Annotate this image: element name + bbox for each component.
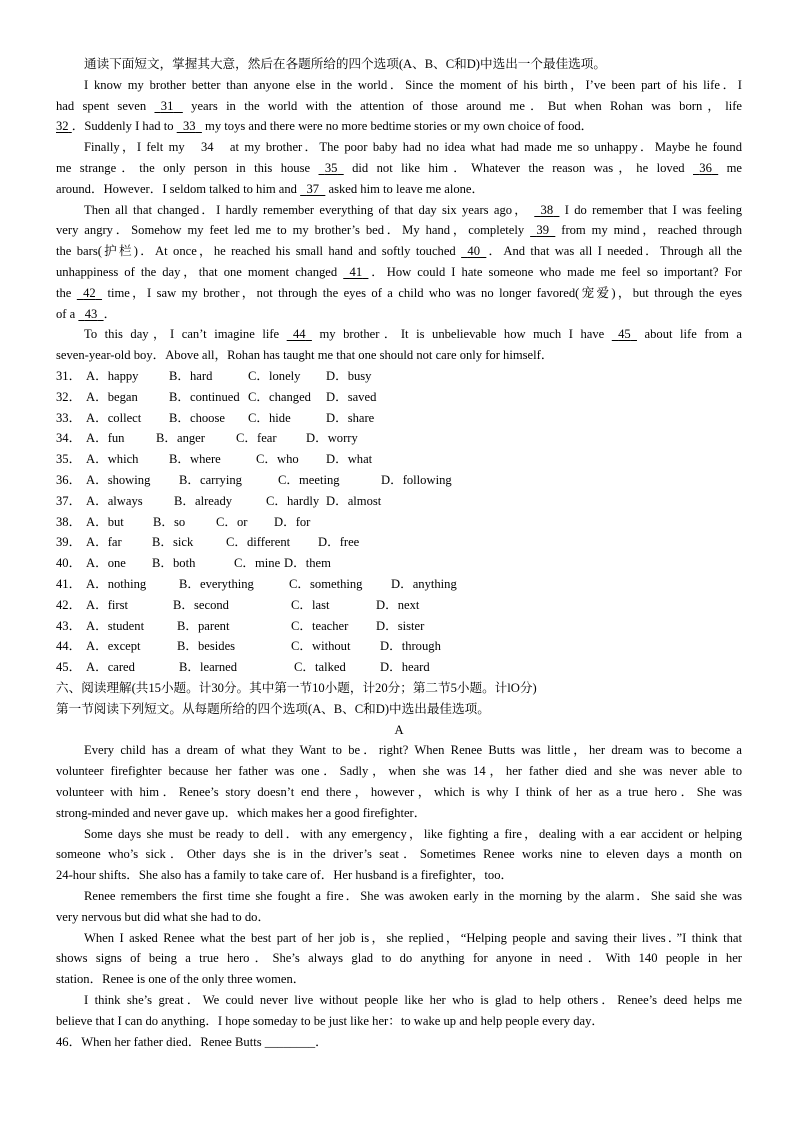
option-d[interactable]: D．share xyxy=(326,410,375,425)
option-a[interactable]: A．except xyxy=(86,639,141,654)
cloze-line-12: of a 43 ． xyxy=(56,306,117,321)
question-number: 41． xyxy=(56,577,82,591)
blank-34[interactable]: 34 xyxy=(201,140,214,155)
option-b[interactable]: B．where xyxy=(169,452,221,467)
option-c[interactable]: C．hide xyxy=(248,410,291,425)
blank-32[interactable]: 32 xyxy=(56,119,69,134)
option-c[interactable]: C．changed xyxy=(248,389,311,404)
option-c[interactable]: C．mine xyxy=(234,556,281,571)
question-number: 44． xyxy=(56,639,82,654)
question-number: 43． xyxy=(56,618,82,633)
option-c[interactable]: C．or xyxy=(216,514,248,529)
option-d[interactable]: D．following xyxy=(381,473,452,487)
option-a[interactable]: A．one xyxy=(86,556,126,571)
option-a[interactable]: A．collect xyxy=(86,410,142,425)
option-c[interactable]: C．last xyxy=(291,597,330,612)
option-d[interactable]: D．them xyxy=(284,556,331,571)
cloze-line-11: the 42 time，I saw my brother，not through the eyes of a child who was no longer favored(宠爱)，but through the eyes xyxy=(56,285,743,300)
cloze-line-7: Then all that changed．I hardly remember everything of that day six years ago， 38 I do remember that I was feeling xyxy=(84,202,742,217)
blank-31[interactable]: 31 xyxy=(160,98,174,113)
option-a[interactable]: A．student xyxy=(86,618,145,633)
option-a[interactable]: A．happy xyxy=(86,369,139,383)
passage-label: A xyxy=(394,722,404,737)
option-a[interactable]: A．far xyxy=(86,535,122,550)
option-c[interactable]: C．something xyxy=(289,577,363,591)
option-b[interactable]: B．carrying xyxy=(179,473,242,487)
option-a[interactable]: A．nothing xyxy=(86,577,147,591)
reading-part-instruction: 第一节阅读下列短文。从每题所给的四个选项(A、B、C和D)中选出最佳选项。 xyxy=(56,701,490,716)
cloze-line-3: 32 ．Suddenly I had to 33 my toys and there were no more bedtime stories or my own choice of food． xyxy=(56,119,594,134)
blank-43[interactable]: 43 xyxy=(84,306,98,321)
option-d[interactable]: D．anything xyxy=(391,577,457,591)
reading-line-1: Every child has a dream of what they Want to be．right? When Renee Butts was little，her dream was to become a xyxy=(84,743,742,758)
option-a[interactable]: A．always xyxy=(86,493,143,508)
option-d[interactable]: D．saved xyxy=(326,389,377,404)
option-d[interactable]: D．free xyxy=(318,535,360,550)
question-number: 42． xyxy=(56,597,82,612)
reading-line-7: 24-hour shifts．She also has a family to take care of．Her husband is a firefighter，too． xyxy=(56,868,514,883)
option-c[interactable]: C．hardly xyxy=(266,493,320,508)
reading-line-3: volunteer with him．Renee’s story doesn’t end there，however，which is why I think of her as a true hero．She was xyxy=(56,785,742,799)
question-number: 37． xyxy=(56,493,82,508)
reading-line-13: I think she’s great．We could never live without people like her who is glad to help others．Renee’s deed helps me xyxy=(84,993,742,1007)
cloze-line-5: me strange．the only person in this house 35 did not like him．Whatever the reason was，he loved 36 me xyxy=(56,161,742,175)
question-number: 39． xyxy=(56,535,82,550)
reading-section-heading: 六、阅读理解(共15小题。计30分。其中第一节10小题，计20分；第二节5小题。计lO分) xyxy=(56,681,537,695)
cloze-line-2: had spent seven 31 years in the world with the attention of those around me．But when Rohan was born，life xyxy=(56,98,742,113)
option-c[interactable]: C．lonely xyxy=(248,369,301,383)
option-b[interactable]: B．hard xyxy=(169,369,213,383)
cloze-line-6: around．However．I seldom talked to him and 37 asked him to leave me alone． xyxy=(56,181,485,196)
reading-line-5: Some days she must be ready to dell．with any emergency，like fighting a fire，dealing with a ear accident or helping xyxy=(84,826,742,841)
option-b[interactable]: B．everything xyxy=(179,577,254,591)
question-number: 38． xyxy=(56,514,82,529)
cloze-line-4: Finally，I felt my 34 at my brother．The poor baby had no idea what had made me so unhappy．Maybe he found xyxy=(84,140,742,155)
option-a[interactable]: A．but xyxy=(86,514,124,529)
option-d[interactable]: D．next xyxy=(376,597,420,612)
blank-35[interactable]: 35 xyxy=(324,161,338,175)
reading-line-8: Renee remembers the first time she fought a fire．She was awoken early in the morning by the alarm．She said she was xyxy=(84,889,742,903)
option-b[interactable]: B．second xyxy=(173,597,229,612)
cloze-line-13: To this day，I can’t imagine life 44 my brother．It is unbelievable how much I have 45 about life from a xyxy=(84,327,743,342)
blank-38[interactable]: 38 xyxy=(540,202,554,217)
cloze-line-9: the bars(护栏)．At once，he reached his small hand and softly touched 40 ．And that was all I needed．Through all the xyxy=(56,244,742,259)
question-number: 40． xyxy=(56,556,82,571)
blank-39[interactable]: 39 xyxy=(536,223,550,238)
question-number: 33． xyxy=(56,410,82,425)
option-b[interactable]: B．besides xyxy=(177,639,236,654)
option-c[interactable]: C．who xyxy=(256,452,299,467)
option-b[interactable]: B．continued xyxy=(169,389,240,404)
option-d[interactable]: D．almost xyxy=(326,493,382,508)
reading-line-2: volunteer firefighter because her father was one．Sadly，when she was 14，her father died and she was never able to xyxy=(56,764,742,779)
option-b[interactable]: B．anger xyxy=(156,431,205,446)
blank-36[interactable]: 36 xyxy=(699,161,712,175)
option-c[interactable]: C．talked xyxy=(294,660,346,675)
option-d[interactable]: D．sister xyxy=(376,618,425,633)
reading-line-10: When I asked Renee what the best part of her job is，she replied，“Helping people and saving their lives．”I think that xyxy=(84,930,742,945)
option-a[interactable]: A．cared xyxy=(86,660,135,675)
option-c[interactable]: C．teacher xyxy=(291,618,349,633)
option-b[interactable]: B．parent xyxy=(177,618,230,633)
question-number: 32． xyxy=(56,389,82,404)
cloze-line-10: unhappiness of the day，that one moment changed 41 ．How could I hate someone who made me feel so important? For xyxy=(56,265,743,279)
blank-41[interactable]: 41 xyxy=(349,265,363,279)
reading-line-9: very nervous but did what she had to do． xyxy=(56,909,271,924)
option-a[interactable]: A．fun xyxy=(86,431,125,446)
reading-line-12: station．Renee is one of the only three women． xyxy=(56,972,306,987)
option-a[interactable]: A．showing xyxy=(86,473,151,487)
option-a[interactable]: A．began xyxy=(86,389,138,404)
option-c[interactable]: C．meeting xyxy=(278,473,340,487)
blank-42[interactable]: 42 xyxy=(83,285,96,300)
question-number: 31． xyxy=(56,369,82,383)
option-b[interactable]: B．so xyxy=(153,514,186,529)
blank-45[interactable]: 45 xyxy=(618,327,631,342)
blank-40[interactable]: 40 xyxy=(467,244,481,259)
reading-line-6: someone who’s sick．Other days she is in the driver’s seat．Sometimes Renee works nine to eleven days a month on xyxy=(56,847,742,862)
option-d[interactable]: D．heard xyxy=(380,660,430,675)
reading-line-14: believe that I can do anything．I hope someday to be just like her：to wake up and help people every day． xyxy=(56,1013,605,1028)
option-b[interactable]: B．both xyxy=(152,556,196,571)
option-b[interactable]: B．choose xyxy=(169,410,225,425)
cloze-line-8: very angry．Somehow my feet led me to my brother’s bed．My hand，completely 39 from my mind，reached through xyxy=(56,223,742,238)
question-46: 46．When her father died．Renee Butts ________． xyxy=(56,1034,328,1049)
blank-37[interactable]: 37 xyxy=(306,181,320,196)
cloze-line-14: seven-year-old boy．Above all，Rohan has taught me that one should not care only for himself． xyxy=(56,348,554,363)
reading-line-11: shows signs of being a true hero．She’s always glad to do anything for anyone in need．With 140 people in her xyxy=(56,951,742,966)
option-c[interactable]: C．different xyxy=(226,535,291,550)
option-d[interactable]: D．worry xyxy=(306,431,358,446)
blank-44[interactable]: 44 xyxy=(292,327,306,342)
reading-line-4: strong-minded and never gave up．which makes her a good firefighter． xyxy=(56,805,427,820)
option-d[interactable]: D．for xyxy=(274,514,311,529)
option-d[interactable]: D．busy xyxy=(326,369,372,383)
cloze-line-1: I know my brother better than anyone else in the world．Since the moment of his birth，I’ve been part of his life．I xyxy=(84,77,742,92)
cloze-instruction: 通读下面短文，掌握其大意，然后在各题所给的四个选项(A、B、C和D)中选出一个最佳选项。 xyxy=(84,57,606,71)
answer-blank-46[interactable]: ________ xyxy=(264,1034,316,1049)
option-b[interactable]: B．sick xyxy=(152,535,194,550)
option-d[interactable]: D．through xyxy=(380,639,441,654)
option-b[interactable]: B．already xyxy=(174,493,233,508)
question-number: 45． xyxy=(56,660,82,675)
blank-33[interactable]: 33 xyxy=(183,119,196,134)
option-c[interactable]: C．fear xyxy=(236,431,277,446)
option-b[interactable]: B．learned xyxy=(179,660,238,675)
question-number: 36． xyxy=(56,473,82,487)
question-number: 34． xyxy=(56,431,82,446)
question-number: 35． xyxy=(56,452,82,467)
option-c[interactable]: C．without xyxy=(291,639,351,654)
option-a[interactable]: A．first xyxy=(86,597,128,612)
option-a[interactable]: A．which xyxy=(86,452,139,467)
option-d[interactable]: D．what xyxy=(326,452,373,467)
